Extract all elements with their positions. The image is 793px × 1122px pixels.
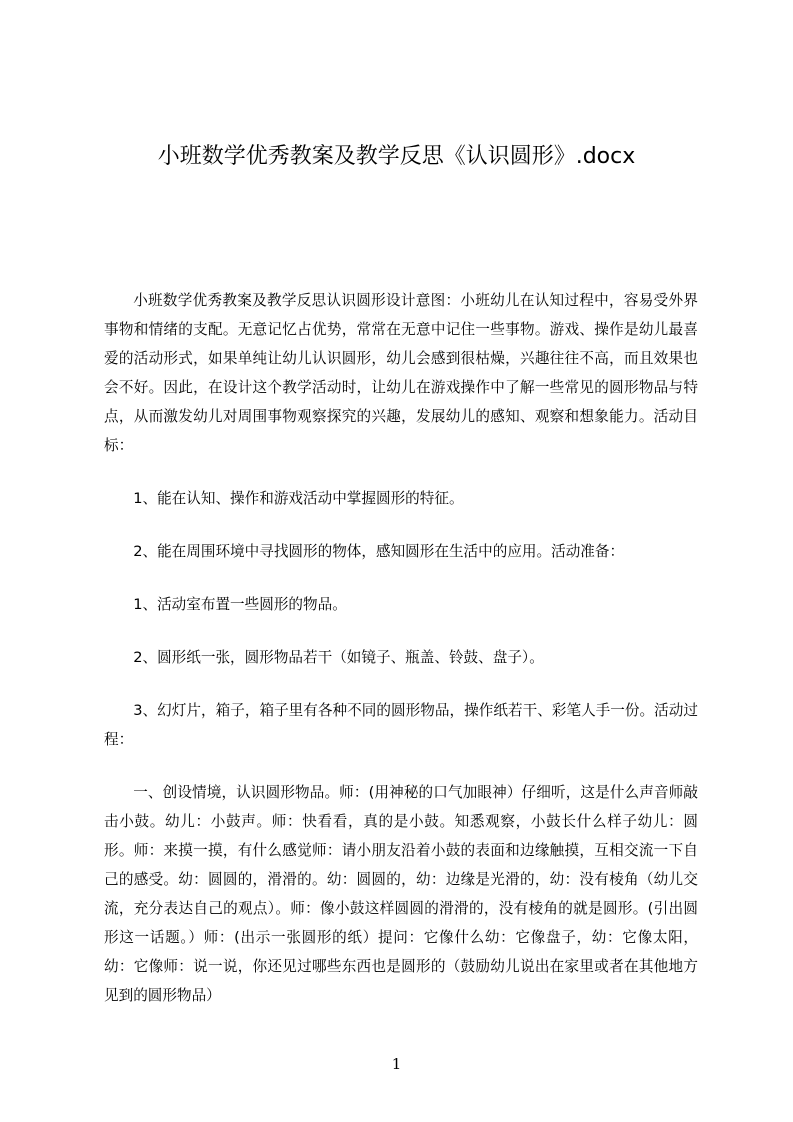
paragraph-goal-1: 1、能在认知、操作和游戏活动中掌握圆形的特征。 (133, 490, 464, 507)
paragraph-prep-1: 1、活动室布置一些圆形的物品。 (133, 596, 347, 613)
document-title: 小班数学优秀教案及教学反思《认识圆形》.docx (157, 144, 636, 169)
document-body (104, 286, 698, 1010)
paragraph-prep-3: 3、幻灯片，箱子，箱子里有各种不同的圆形物品，操作纸若干、彩笔人手一份。活动过程： (104, 702, 698, 748)
paragraph-prep-2: 2、圆形纸一张，圆形物品若干（如镜子、瓶盖、铃鼓、盘子）。 (133, 649, 544, 666)
page-number: 1 (391, 1055, 402, 1073)
paragraph-goal-2: 2、能在周围环境中寻找圆形的物体，感知圆形在生活中的应用。活动准备： (133, 543, 625, 560)
paragraph-process-1: 一、创设情境，认识圆形物品。师：(用神秘的口气加眼神）仔细听，这是什么声音师敲击小鼓。幼儿：小鼓声。师：快看看，真的是小鼓。知悉观察，小鼓长什么样子幼儿：圆形。师：来摸一摸，有什么感觉师：请小朋友沿着小鼓的表面和边缘触摸，互相交流一下自己的感受。幼：圆圆的，滑滑的。幼：圆圆的，幼：边缘是光滑的，幼：没有棱角（幼儿交流，充分表达自己的观点）。师：像小鼓这样圆圆的滑滑的，没有棱角的就是圆形。(引出圆形这一话题。）师：(出示一张圆形的纸）提问：它像什么幼：它像盘子，幼：它像太阳，幼：它像师：说一说，你还见过哪些东西也是圆形的（鼓励幼儿说出在家里或者在其他地方见到的圆形物品） (104, 784, 698, 1004)
paragraph-intro: 小班数学优秀教案及教学反思认识圆形设计意图：小班幼儿在认知过程中，容易受外界事物和情绪的支配。无意记忆占优势，常常在无意中记住一些事物。游戏、操作是幼儿最喜爱的活动形式，如果单纯让幼儿认识圆形，幼儿会感到很枯燥，兴趣往往不高，而且效果也会不好。因此，在设计这个教学活动时，让幼儿在游戏操作中了解一些常见的圆形物品与特点，从而激发幼儿对周围事物观察探究的兴趣，发展幼儿的感知、观察和想象能力。活动目标： (104, 292, 698, 454)
